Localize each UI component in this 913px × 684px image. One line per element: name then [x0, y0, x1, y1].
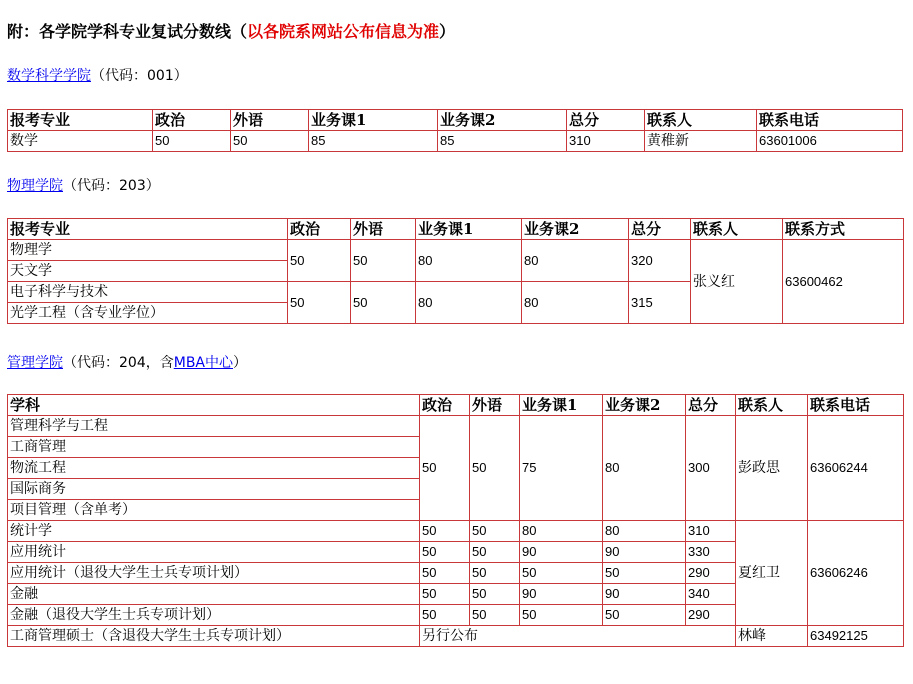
cell-total: 310 — [567, 131, 645, 152]
col-major: 报考专业 — [8, 219, 288, 240]
cell-course2: 80 — [603, 521, 686, 542]
col-total: 总分 — [629, 219, 691, 240]
cell-total: 300 — [686, 416, 736, 521]
cell-subject: 统计学 — [8, 521, 420, 542]
cell-politics: 50 — [420, 542, 470, 563]
col-contact-method: 联系方式 — [783, 219, 904, 240]
section-physics-heading — [7, 176, 160, 196]
cell-course2: 50 — [603, 563, 686, 584]
cell-phone: 63492125 — [808, 626, 904, 647]
cell-contact: 彭政思 — [736, 416, 808, 521]
cell-total: 290 — [686, 563, 736, 584]
table-row — [8, 131, 903, 152]
cell-phone: 63600462 — [783, 240, 904, 324]
col-total: 总分 — [567, 110, 645, 131]
title-prefix: 附：各学院学科专业复试分数线（ — [7, 22, 248, 41]
col-language: 外语 — [231, 110, 309, 131]
col-politics: 政治 — [288, 219, 351, 240]
cell-contact: 夏红卫 — [736, 521, 808, 626]
management-school-code: （代码：204，含 — [63, 355, 174, 371]
col-course2: 业务课2 — [438, 110, 567, 131]
col-phone: 联系电话 — [757, 110, 903, 131]
cell-language: 50 — [470, 542, 520, 563]
cell-language: 50 — [470, 416, 520, 521]
table-row — [8, 626, 904, 647]
cell-total: 340 — [686, 584, 736, 605]
cell-language: 50 — [351, 240, 416, 282]
cell-language: 50 — [470, 605, 520, 626]
cell-politics: 50 — [420, 416, 470, 521]
cell-to-be-announced: 另行公布 — [420, 626, 736, 647]
cell-politics: 50 — [288, 282, 351, 324]
management-suffix-close: ） — [233, 355, 247, 371]
cell-course1: 50 — [520, 563, 603, 584]
math-school-link[interactable]: 数学科学学院 — [7, 68, 91, 84]
cell-subject: 金融 — [8, 584, 420, 605]
cell-politics: 50 — [420, 584, 470, 605]
section-management-heading — [7, 353, 247, 373]
col-contact: 联系人 — [645, 110, 757, 131]
cell-course1: 85 — [309, 131, 438, 152]
cell-politics: 50 — [420, 521, 470, 542]
cell-course1: 80 — [520, 521, 603, 542]
math-score-table — [7, 109, 903, 152]
cell-subject: 应用统计 — [8, 542, 420, 563]
cell-language: 50 — [231, 131, 309, 152]
cell-subject: 金融（退役大学生士兵专项计划） — [8, 605, 420, 626]
col-course1: 业务课1 — [520, 395, 603, 416]
table-row — [8, 416, 904, 437]
cell-politics: 50 — [288, 240, 351, 282]
cell-major: 电子科学与技术 — [8, 282, 288, 303]
cell-course2: 90 — [603, 542, 686, 563]
cell-total: 320 — [629, 240, 691, 282]
cell-course1: 90 — [520, 584, 603, 605]
physics-score-table — [7, 218, 904, 324]
cell-subject: 国际商务 — [8, 479, 420, 500]
cell-course2: 90 — [603, 584, 686, 605]
physics-school-code: （代码：203） — [63, 178, 160, 194]
col-phone: 联系电话 — [808, 395, 904, 416]
cell-phone: 63606246 — [808, 521, 904, 626]
cell-course1: 80 — [416, 282, 522, 324]
cell-total: 330 — [686, 542, 736, 563]
table-header-row — [8, 219, 904, 240]
cell-language: 50 — [470, 521, 520, 542]
col-major: 报考专业 — [8, 110, 153, 131]
col-total: 总分 — [686, 395, 736, 416]
cell-politics: 50 — [420, 563, 470, 584]
cell-course1: 90 — [520, 542, 603, 563]
cell-language: 50 — [470, 563, 520, 584]
section-math-heading — [7, 66, 188, 86]
cell-contact: 黄稚新 — [645, 131, 757, 152]
cell-subject: 工商管理硕士（含退役大学生士兵专项计划） — [8, 626, 420, 647]
cell-subject: 管理科学与工程 — [8, 416, 420, 437]
cell-politics: 50 — [153, 131, 231, 152]
cell-major: 天文学 — [8, 261, 288, 282]
title-highlight: 以各院系网站公布信息为准 — [247, 22, 440, 41]
cell-course2: 85 — [438, 131, 567, 152]
cell-course2: 80 — [522, 282, 629, 324]
cell-subject: 应用统计（退役大学生士兵专项计划） — [8, 563, 420, 584]
cell-total: 290 — [686, 605, 736, 626]
cell-phone: 63601006 — [757, 131, 903, 152]
table-row — [8, 240, 904, 261]
cell-major: 光学工程（含专业学位） — [8, 303, 288, 324]
physics-school-link[interactable]: 物理学院 — [7, 178, 63, 194]
cell-major: 数学 — [8, 131, 153, 152]
cell-total: 315 — [629, 282, 691, 324]
cell-phone: 63606244 — [808, 416, 904, 521]
col-course2: 业务课2 — [522, 219, 629, 240]
cell-subject: 项目管理（含单考） — [8, 500, 420, 521]
col-subject: 学科 — [8, 395, 420, 416]
col-politics: 政治 — [153, 110, 231, 131]
cell-subject: 物流工程 — [8, 458, 420, 479]
table-row — [8, 521, 904, 542]
page-title — [7, 22, 455, 42]
table-header-row — [8, 395, 904, 416]
cell-course1: 50 — [520, 605, 603, 626]
table-header-row — [8, 110, 903, 131]
col-language: 外语 — [470, 395, 520, 416]
col-contact: 联系人 — [691, 219, 783, 240]
cell-course1: 80 — [416, 240, 522, 282]
cell-subject: 工商管理 — [8, 437, 420, 458]
cell-course2: 80 — [522, 240, 629, 282]
cell-contact: 林峰 — [736, 626, 808, 647]
cell-language: 50 — [351, 282, 416, 324]
col-politics: 政治 — [420, 395, 470, 416]
management-school-link[interactable]: 管理学院 — [7, 355, 63, 371]
col-course1: 业务课1 — [309, 110, 438, 131]
cell-politics: 50 — [420, 605, 470, 626]
cell-total: 310 — [686, 521, 736, 542]
math-school-code: （代码：001） — [91, 68, 188, 84]
cell-contact: 张义红 — [691, 240, 783, 324]
cell-course2: 50 — [603, 605, 686, 626]
cell-course2: 80 — [603, 416, 686, 521]
col-language: 外语 — [351, 219, 416, 240]
mba-center-link[interactable]: MBA中心 — [173, 355, 233, 371]
col-course1: 业务课1 — [416, 219, 522, 240]
management-score-table — [7, 394, 904, 647]
title-suffix: ） — [439, 22, 456, 41]
col-course2: 业务课2 — [603, 395, 686, 416]
col-contact: 联系人 — [736, 395, 808, 416]
cell-language: 50 — [470, 584, 520, 605]
cell-major: 物理学 — [8, 240, 288, 261]
cell-course1: 75 — [520, 416, 603, 521]
